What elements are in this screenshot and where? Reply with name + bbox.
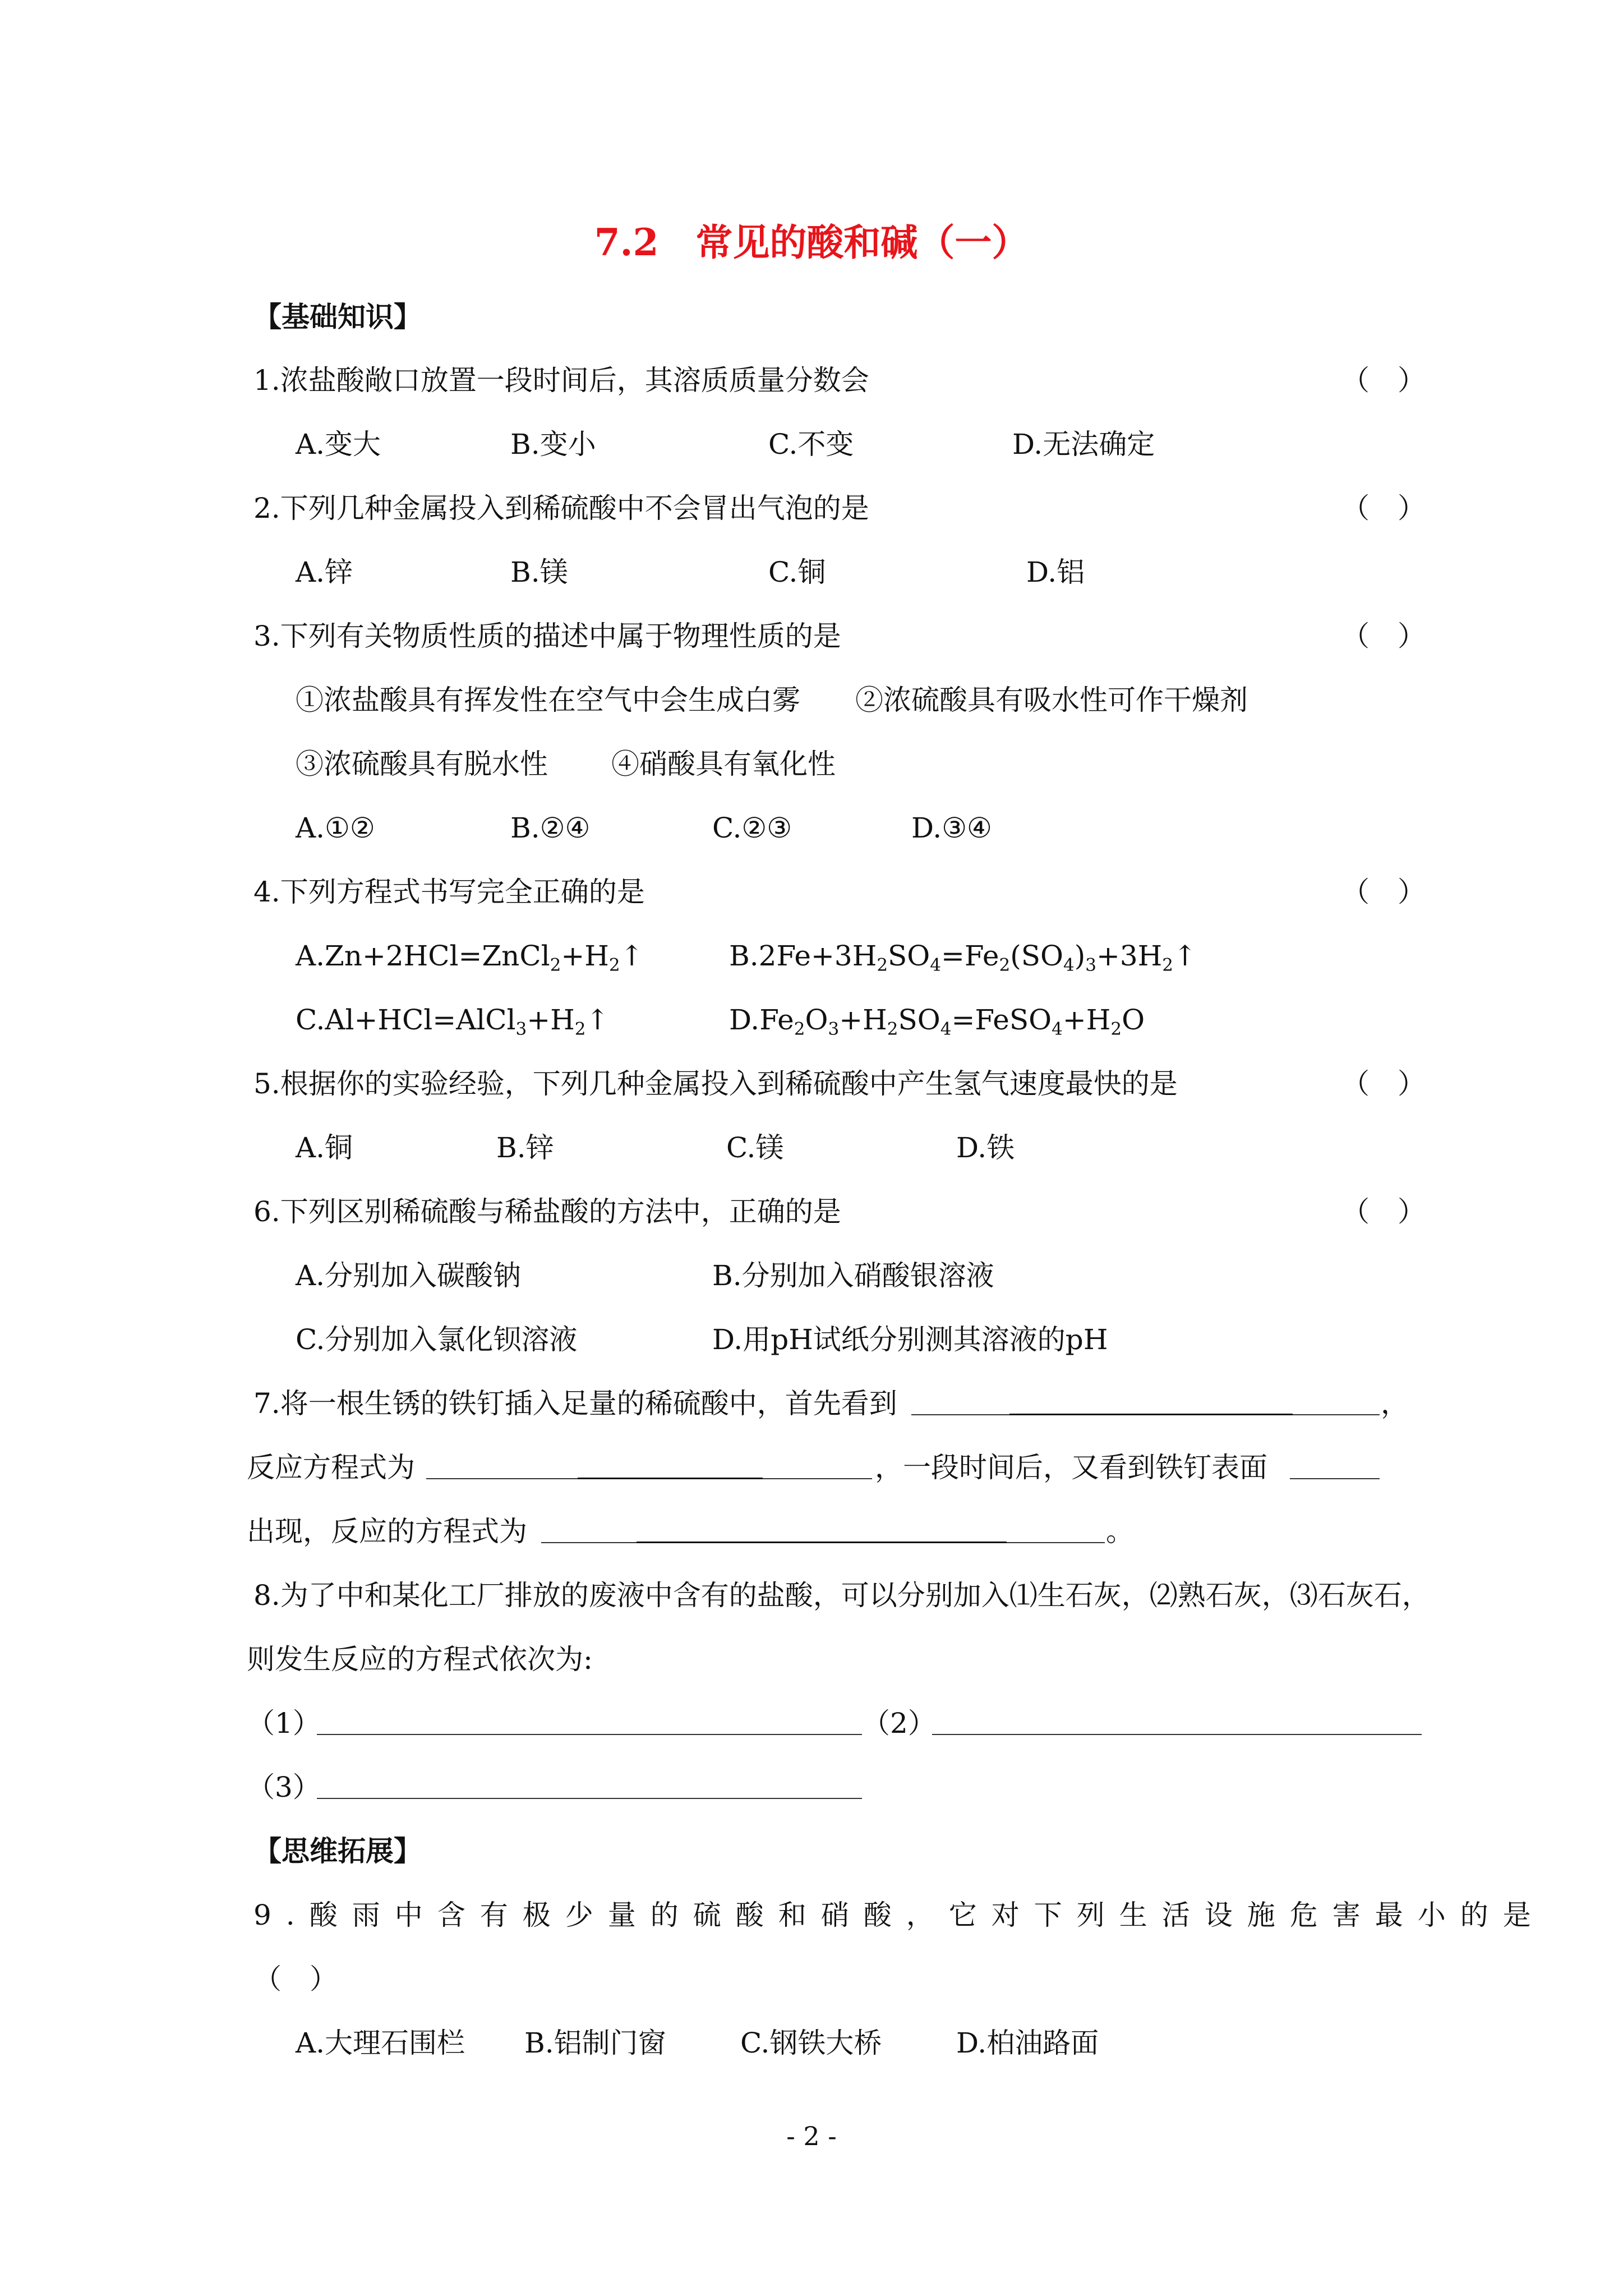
question-3-statement-4: ④硝酸具有氧化性 bbox=[611, 748, 836, 780]
subscript: 2 bbox=[574, 1019, 586, 1039]
question-9-option-a: A.大理石围栏 bbox=[296, 2027, 465, 2059]
question-1-stem: 1.浓盐酸敞口放置一段时间后，其溶质质量分数会 bbox=[253, 364, 869, 397]
formula-part: O bbox=[805, 1004, 828, 1036]
option-label: C. bbox=[296, 1004, 325, 1036]
question-4-option-c bbox=[296, 1003, 609, 1037]
question-8-blank-1[interactable] bbox=[317, 1734, 862, 1735]
question-9-answer-paren: （ ） bbox=[253, 1963, 338, 1995]
question-6-option-c: C.分别加入氯化钡溶液 bbox=[296, 1323, 578, 1356]
subscript: 2 bbox=[608, 955, 620, 976]
question-6-stem: 6.下列区别稀硫酸与稀盐酸的方法中，正确的是 bbox=[253, 1195, 841, 1228]
formula-part: Al+HCl=AlCl bbox=[325, 1004, 516, 1036]
question-4-option-d bbox=[729, 1003, 1145, 1037]
formula-part: ) bbox=[1074, 940, 1086, 972]
page-title: 7.2 常见的酸和碱（一） bbox=[594, 220, 1029, 264]
question-7-blank-4-underline bbox=[637, 1542, 1007, 1543]
question-3-stem: 3.下列有关物质性质的描述中属于物理性质的是 bbox=[253, 620, 841, 652]
question-5-stem: 5.根据你的实验经验，下列几种金属投入到稀硫酸中产生氢气速度最快的是 bbox=[253, 1068, 1178, 1100]
question-7-line-3-start: 出现，反应的方程式为 bbox=[247, 1515, 527, 1548]
formula-part: 2Fe+3H bbox=[758, 940, 877, 972]
option-label: B. bbox=[729, 940, 759, 972]
subscript: 4 bbox=[930, 955, 942, 976]
question-8-blank-3[interactable] bbox=[317, 1798, 862, 1799]
question-3-statement-3: ③浓硫酸具有脱水性 bbox=[296, 748, 548, 780]
question-9-option-d: D.柏油路面 bbox=[956, 2027, 1099, 2059]
subscript: 3 bbox=[828, 1019, 840, 1039]
question-1-answer-paren: （ ） bbox=[1341, 364, 1426, 397]
question-2-option-b: B.镁 bbox=[510, 556, 568, 588]
question-1-option-b: B.变小 bbox=[510, 428, 596, 461]
question-9-option-b: B.铝制门窗 bbox=[524, 2027, 666, 2059]
subscript: 2 bbox=[877, 955, 888, 976]
formula-part: +H bbox=[561, 940, 609, 972]
formula-part: SO bbox=[898, 1004, 940, 1036]
question-6-option-a: A.分别加入碳酸钠 bbox=[296, 1259, 522, 1292]
question-2-option-d: D.铝 bbox=[1026, 556, 1085, 588]
question-7-blank-1-underline bbox=[1009, 1414, 1293, 1415]
formula-part: +H bbox=[1062, 1004, 1111, 1036]
subscript: 3 bbox=[515, 1019, 527, 1039]
gas-arrow: ↑ bbox=[620, 940, 644, 972]
question-1-option-d: D.无法确定 bbox=[1012, 428, 1155, 461]
question-5-answer-paren: （ ） bbox=[1341, 1068, 1426, 1100]
question-7-line-2-end: ，一段时间后，又看到铁钉表面 bbox=[875, 1451, 1267, 1484]
formula-part: O bbox=[1122, 1004, 1145, 1036]
formula-part: =FeSO bbox=[951, 1004, 1052, 1036]
question-3-statement-1: ①浓盐酸具有挥发性在空气中会生成白雾 bbox=[296, 684, 800, 716]
subscript: 2 bbox=[1110, 1019, 1122, 1039]
question-4-option-b bbox=[729, 939, 1197, 976]
section-extension-heading: 【思维拓展】 bbox=[253, 1834, 422, 1867]
question-1-option-a: A.变大 bbox=[296, 428, 381, 461]
page-number: - 2 - bbox=[786, 2121, 837, 2151]
gas-arrow: ↑ bbox=[1173, 940, 1197, 972]
formula-part: SO bbox=[888, 940, 930, 972]
subscript: 4 bbox=[940, 1019, 952, 1039]
subscript: 2 bbox=[1162, 955, 1174, 976]
formula-part: (SO bbox=[1010, 940, 1063, 972]
question-3-option-a: A.①② bbox=[296, 812, 375, 844]
question-7-blank-2-underline bbox=[578, 1478, 763, 1479]
option-label: D. bbox=[729, 1004, 760, 1036]
subscript: 2 bbox=[794, 1019, 805, 1039]
option-label: A. bbox=[296, 940, 325, 972]
section-basic-heading: 【基础知识】 bbox=[253, 300, 422, 333]
question-9-option-c: C.钢铁大桥 bbox=[740, 2027, 882, 2059]
question-6-option-b: B.分别加入硝酸银溶液 bbox=[712, 1259, 994, 1292]
question-7-blank-3[interactable] bbox=[1290, 1478, 1380, 1479]
question-3-option-d: D.③④ bbox=[911, 812, 992, 844]
question-3-option-c: C.②③ bbox=[712, 812, 792, 844]
subscript: 2 bbox=[887, 1019, 898, 1039]
question-7-line-1: 7.将一根生锈的铁钉插入足量的稀硫酸中，首先看到 bbox=[253, 1387, 897, 1420]
question-2-answer-paren: （ ） bbox=[1341, 492, 1426, 524]
question-1-option-c: C.不变 bbox=[768, 428, 854, 461]
question-8-label-1: （1） bbox=[247, 1707, 321, 1740]
question-7-period: 。 bbox=[1106, 1515, 1134, 1548]
question-9-stem: 9.酸雨中含有极少量的硫酸和硝酸，它对下列生活设施危害最小的是 bbox=[253, 1899, 1546, 1931]
subscript: 4 bbox=[1052, 1019, 1063, 1039]
subscript: 4 bbox=[1063, 955, 1075, 976]
formula-part: =Fe bbox=[941, 940, 999, 972]
question-5-option-b: B.锌 bbox=[496, 1131, 554, 1164]
formula-part: +H bbox=[839, 1004, 887, 1036]
question-6-option-d: D.用pH试纸分别测其溶液的pH bbox=[712, 1323, 1108, 1356]
question-8-label-3: （3） bbox=[247, 1771, 321, 1803]
question-3-answer-paren: （ ） bbox=[1341, 620, 1426, 652]
question-8-line-2: 则发生反应的方程式依次为: bbox=[247, 1643, 593, 1676]
formula-part: Fe bbox=[759, 1004, 794, 1036]
question-3-option-b: B.②④ bbox=[510, 812, 591, 844]
question-5-option-c: C.镁 bbox=[726, 1131, 784, 1164]
question-4-answer-paren: （ ） bbox=[1341, 876, 1426, 908]
question-8-line-1: 8.为了中和某化工厂排放的废液中含有的盐酸，可以分别加入⑴生石灰，⑵熟石灰，⑶石灰石， bbox=[253, 1579, 1430, 1612]
formula-part: +3H bbox=[1096, 940, 1163, 972]
question-8-label-2: （2） bbox=[862, 1707, 936, 1740]
subscript: 3 bbox=[1085, 955, 1096, 976]
question-5-option-d: D.铁 bbox=[956, 1131, 1015, 1164]
question-2-option-c: C.铜 bbox=[768, 556, 826, 588]
formula-part: Zn+2HCl=ZnCl bbox=[325, 940, 550, 972]
subscript: 2 bbox=[550, 955, 561, 976]
question-4-stem: 4.下列方程式书写完全正确的是 bbox=[253, 876, 645, 908]
formula-part: +H bbox=[527, 1004, 575, 1036]
question-2-stem: 2.下列几种金属投入到稀硫酸中不会冒出气泡的是 bbox=[253, 492, 869, 524]
question-7-line-2-start: 反应方程式为 bbox=[247, 1451, 415, 1484]
question-4-option-a bbox=[296, 939, 644, 976]
question-2-option-a: A.锌 bbox=[296, 556, 353, 588]
gas-arrow: ↑ bbox=[585, 1004, 610, 1036]
question-3-statement-2: ②浓硫酸具有吸水性可作干燥剂 bbox=[855, 684, 1248, 716]
question-7-comma: ， bbox=[1381, 1387, 1409, 1420]
question-8-blank-2[interactable] bbox=[932, 1734, 1422, 1735]
subscript: 2 bbox=[999, 955, 1011, 976]
question-5-option-a: A.铜 bbox=[296, 1131, 353, 1164]
question-6-answer-paren: （ ） bbox=[1341, 1195, 1426, 1228]
